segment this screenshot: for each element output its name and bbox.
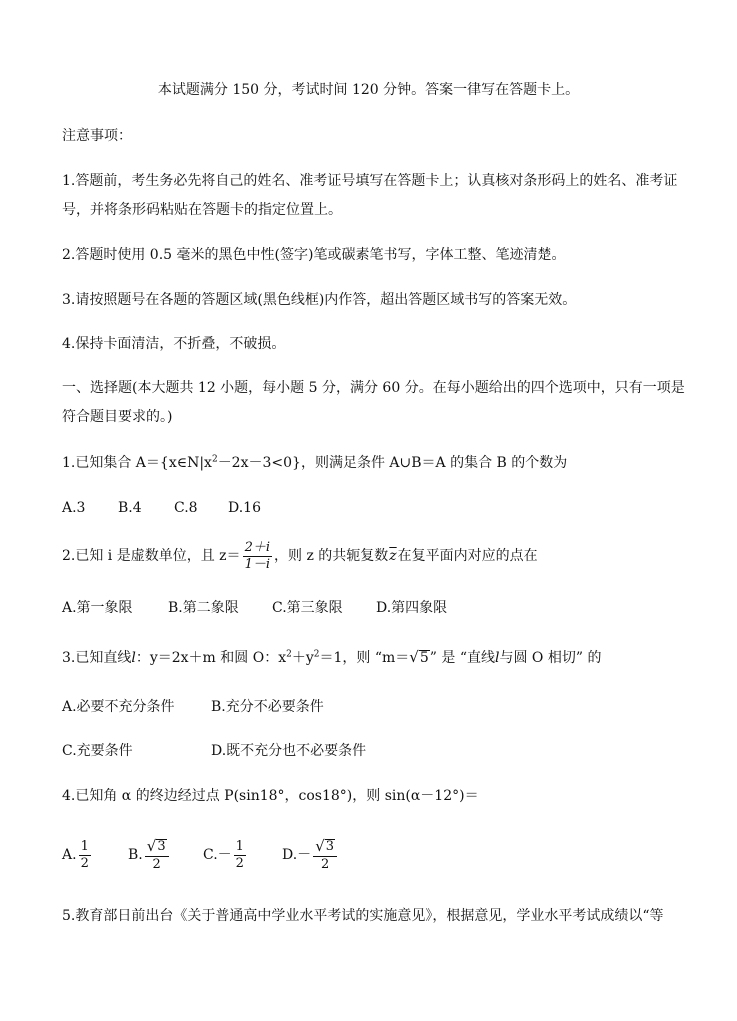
question-2-option-d: D.第四象限 — [376, 600, 448, 616]
question-1-option-a: A.3 — [62, 500, 86, 516]
sqrt-symbol: √ 3 — [146, 836, 166, 855]
notes-item-4: 4.保持卡面清洁，不折叠，不破损。 — [62, 336, 286, 352]
notes-item-2: 2.答题时使用 0.5 毫米的黑色中性(签字)笔或碳素笔书写，字体工整、笔迹清楚。 — [62, 247, 566, 263]
question-1-stem: 1.已知集合 $A=\{x\in N|x^2-2x-3<0\}$，则满足条件 A∪B＝A 的集合 B 的个数为 — [62, 454, 568, 471]
question-2-option-a: A.第一象限 — [62, 600, 133, 616]
notes-title: 注意事项： — [62, 128, 132, 144]
question-1-option-b: B.4 — [118, 500, 142, 516]
question-3-option-b: B.充分不必要条件 — [211, 699, 324, 715]
question-3-option-a: A.必要不充分条件 — [62, 699, 175, 715]
question-5-stem: 5.教育部日前出台《关于普通高中学业水平考试的实施意见》，根据意见，学业水平考试成绩以“等 — [62, 908, 664, 924]
question-4-option-b: B. √ 3 2 — [128, 836, 171, 874]
question-4-stem: 4.已知角 α 的终边经过点 P(sin18°，cos18°)，则 sin(α－12°)＝ — [62, 788, 479, 804]
notes-item-1-cont: 号，并将条形码粘贴在答题卡的指定位置上。 — [62, 202, 342, 218]
sqrt-symbol: √ 3 — [315, 836, 335, 855]
question-4-option-d: D.－ √ 3 2 — [282, 836, 339, 874]
section-heading-cont: 符合题目要求的。) — [62, 409, 173, 425]
exam-intro: 本试题满分 150 分，考试时间 120 分钟。答案一律写在答题卡上。 — [157, 82, 580, 98]
section-heading: 一、选择题(本大题共 12 小题，每小题 5 分，满分 60 分。在每小题给出的四个选项中，只有一项是 — [62, 380, 685, 396]
question-2-fraction: $\frac{2+i}{1-i}$ — [244, 539, 270, 572]
question-2-option-b: B.第二象限 — [168, 600, 239, 616]
question-4-option-c: C.－ $\frac{1}{2}$ — [203, 838, 244, 871]
question-2-option-c: C.第三象限 — [272, 600, 343, 616]
question-1-option-c: C.8 — [174, 500, 198, 516]
sqrt-symbol: √ 5 — [409, 648, 429, 666]
notes-item-1: 1.答题前，考生务必先将自己的姓名、准考证号填写在答题卡上；认真核对条形码上的姓名、准考证 — [62, 173, 678, 189]
question-3-option-d: D.既不充分也不必要条件 — [211, 743, 367, 759]
question-2-stem: 2.已知 i 是虚数单位，且 z＝ $\frac{2+i}{1-i}$ ，则 z 的共轭复数$\overline{z}$在复平面内对应的点在 — [62, 539, 538, 572]
question-1-option-d: D.16 — [228, 500, 261, 516]
question-3-option-c: C.充要条件 — [62, 743, 133, 759]
question-3-stem: 3.已知直线l：y＝2x＋m 和圆 O：$x^2+y^2=1$，则 “m＝ √ 5 ” 是 “直线l与圆 O 相切” 的 — [62, 648, 602, 666]
notes-item-3: 3.请按照题号在各题的答题区域(黑色线框)内作答，超出答题区域书写的答案无效。 — [62, 292, 577, 308]
question-4-option-a: A. $\frac{1}{2}$ — [62, 838, 89, 871]
